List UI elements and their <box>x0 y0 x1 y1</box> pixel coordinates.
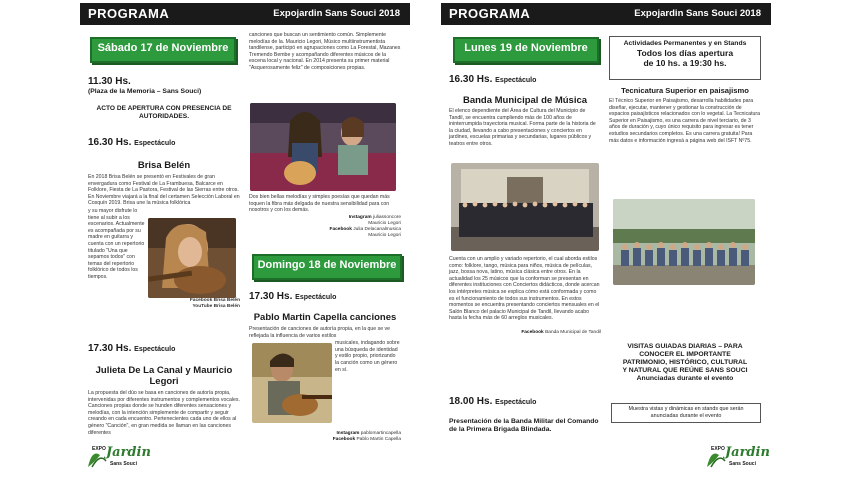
banda-photo <box>451 163 599 251</box>
credit-label: Facebook <box>329 226 352 232</box>
credit-value: juliassoncore <box>373 214 401 220</box>
header-bar <box>80 3 410 25</box>
banda-text: Cuenta con un amplio y variado repertorio, el cual aborda estilos como: folklore, tango, música para niños, música de películas, jazz, bossa nova, latino, música clásica entre otros. En la actualidad los 25 músicos que la conforman se presentan en diferentes instituciones con Conciertos didácticos, donde acercan los intérpretes música se explica cómo está conformada y como es el funcionamiento de todos sus instrumentos. En estos momentos se encuentra presentando conciertos mensuales en el Salón Blanco del palacio Municipal de Tandil, llevando acabo hasta la fecha más de 60 arreglos musicales. <box>449 256 600 322</box>
show-title: Banda Municipal de Música <box>462 95 588 106</box>
show-tag: Espectáculo <box>295 294 337 301</box>
logo-script: Jardin <box>106 445 151 460</box>
julieta-text: canciones que buscan un sentimiento común. Simplemente melodías de la. Mauricio Legori, Músico multiinstrumentista tandilense, participó en agrupaciones como La Forestal, Mazanes Tremendo Bembe y acompañando diferentes músicos de la escena local y nacional. En 2014 presenta su primer material "Asquerosamente feliz" de composiciones propias. <box>249 32 401 71</box>
permanent-line3: de 10 hs. a 19:30 hs. <box>643 58 727 68</box>
credit-youtube: YouTube Brisa Belén <box>192 304 240 309</box>
credit-value: Mauricio Legori <box>368 220 401 226</box>
show-time: 17.30 Hs. <box>249 291 293 302</box>
credit-facebook: Facebook Brisa Belén <box>189 298 240 303</box>
event-label: Expojardin Sans Souci 2018 <box>273 8 400 19</box>
guided-line4: Y NATURAL QUE REÚNE SANS SOUCI <box>622 367 748 374</box>
show-title: Pablo Martin Capella canciones <box>253 312 397 323</box>
logo-small: EXPO <box>92 446 106 452</box>
pablo-photo <box>252 343 332 423</box>
guided-line5: Anunciadas durante el evento <box>636 375 734 382</box>
credit-value: Pablo Martin Capella <box>356 437 401 442</box>
banda-credit <box>449 330 601 336</box>
logo-script: Jardin <box>725 445 770 460</box>
tecnicatura-block <box>609 86 761 144</box>
header-bar <box>441 3 771 25</box>
show-tag: Espectáculo <box>495 399 537 406</box>
students-photo <box>613 199 755 285</box>
opening-title: ACTO DE APERTURA CON PRESENCIA DE AUTORIDADES. <box>96 105 232 120</box>
guided-line1: VISITAS GUIADAS DIARIAS – PARA <box>627 343 743 350</box>
permanent-activities-box <box>609 36 761 80</box>
show-description: El elenco dependiente del Área de Cultura del Municipio de Tandil, se encuentra cumpliendo más de 100 años de ininterrumpida trayectoria musical. Forma parte de la historia de la ciudad, llevando a cabo presentaciones y conciertos en jardines, escuelas primarias y secundarias, lugares públicos y teatros entre otros. <box>449 108 596 147</box>
brisa-credits <box>88 298 240 310</box>
credit-value: pablomartincapella <box>360 431 401 436</box>
guided-line2: CONOCER EL IMPORTANTE <box>639 351 731 358</box>
logo-sub: Sans Souci <box>110 461 137 467</box>
permanent-line2: Todos los días apertura <box>636 48 734 58</box>
pablo-credits <box>249 431 401 443</box>
day-banner-monday: Lunes 19 de Noviembre <box>453 37 599 63</box>
day-banner-sunday: Domingo 18 de Noviembre <box>252 254 402 280</box>
expojardin-logo <box>705 445 771 471</box>
duo-extra <box>249 194 401 239</box>
show-time: 16.30 Hs. <box>449 74 493 85</box>
event-label: Expojardin Sans Souci 2018 <box>634 8 761 19</box>
program-label: PROGRAMA <box>449 6 531 21</box>
program-label: PROGRAMA <box>88 6 170 21</box>
credit-label: Instagram <box>348 214 372 220</box>
program-page-right <box>441 0 771 477</box>
banda-extra <box>449 256 601 336</box>
tecnicatura-text: El Técnico Superior en Paisajismo, desarrolla habilidades para diseñar, ejecutar, mantener y gestionar la construcción de espacios paisajísticos relacionados con lo vegetal. La Tecnicatura Superior en Paisajismo, es una carrera de nivel terciario, de 3 años de duración y, cuyo único requisito para ingresar es tener estudios secundarios completos. Es una carrera gratuita! Para más datos e información ingresá a página web del ISFT Nº75. <box>609 98 761 144</box>
show-time: 16.30 Hs. <box>88 137 132 148</box>
show-title: Presentación de la Banda Militar del Comando de la Primera Brigada Blindada. <box>449 418 599 434</box>
julieta-continued <box>249 32 401 72</box>
show-time: 17.30 Hs. <box>88 343 132 354</box>
show-banda <box>449 74 601 148</box>
show-description-cont: musicales, indagando sobre una búsqueda de identidad y estilo propio, priorizando la canción como un género en sí. <box>335 340 400 373</box>
credit-value: Banda Municipal de Tandil <box>545 329 601 335</box>
show-time: 18.00 Hs. <box>449 396 493 407</box>
opening-time: 11.30 Hs. <box>88 76 131 87</box>
guided-visits-block <box>609 343 761 383</box>
show-description-cont: y su mayor disfrute lo tiene al subir a los escenarios. Actualmente es acompañada por su madre en guitarra y cuenta con un repertorio titulado "Una que sepamos todos" con temas del repertorio folklórico de todos los tiempos. <box>88 207 145 280</box>
credit-label: Instagram <box>336 431 360 436</box>
show-description: En 2018 Brisa Belén se presentó en Festivales de gran envergadura como Festival de La Frambuesa, Balcarce en Folklore, Fiesta de La Pastora, Festival de las Sierras entre otros. En Noviembre viajará a la final del certamen Selección Laboral en Cosquín 2019. Brisa une la música folklórica <box>88 174 240 207</box>
credit-value: Julia Delacanalmusica <box>353 226 401 232</box>
day-banner-saturday: Sábado 17 de Noviembre <box>90 37 236 63</box>
tecnicatura-title: Tecnicatura Superior en paisajismo <box>621 86 749 95</box>
credit-label: Facebook <box>521 329 544 335</box>
program-page-left <box>80 0 410 477</box>
brisa-photo <box>148 218 236 298</box>
logo-sub: Sans Souci <box>729 461 756 467</box>
credit-label: Facebook <box>332 437 356 442</box>
permanent-line1: Actividades Permanentes y en Stands <box>623 40 747 47</box>
expojardin-logo <box>86 445 156 471</box>
opening-place: (Plaza de la Memoria – Sans Souci) <box>88 88 202 95</box>
show-title: Brisa Belén <box>137 160 191 171</box>
show-tag: Espectáculo <box>134 140 176 147</box>
notice-text: Muestra vistas y dinámicas en stands que serán anunciadas durante el evento <box>628 406 744 419</box>
credit-value: Mauricio Legori <box>368 232 401 238</box>
duo-text: Dos bien bellas melodías y simples poesías que quedan más toquen la fibra más delgada de nuestra sensibilidad para con nosotros y con los demás. <box>249 194 390 214</box>
credit-facebook <box>249 437 401 443</box>
duo-photo <box>250 103 396 191</box>
show-description: Presentación de canciones de autoría propia, en la que se ve reflejada la influencia de varios estilos <box>249 326 391 339</box>
show-tag: Espectáculo <box>134 346 176 353</box>
notice-box <box>611 403 761 423</box>
opening-block <box>88 76 240 121</box>
logo-small: EXPO <box>711 446 725 452</box>
guided-line3: PATRIMONIO, HISTÓRICO, CULTURAL <box>622 359 748 366</box>
show-banda-militar <box>449 396 601 434</box>
show-julieta <box>88 343 240 436</box>
show-description: La propuesta del dúo se basa en canciones de autoría propia, intervenidas por diferentes instrumentos y complementos vocales. Canciones propias donde se hunden diferentes sensaciones y melodías, con la intención simplemente de compartir y seguir creando en cada encuentro. Pertenecientes cada uno de ellos al género "Canción", en gran medida se llaman en las canciones diferentes <box>88 390 240 436</box>
duo-credit-4 <box>249 233 401 239</box>
show-title: Julieta De La Canal y Mauricio Legori <box>95 365 233 387</box>
show-tag: Espectáculo <box>495 77 537 84</box>
